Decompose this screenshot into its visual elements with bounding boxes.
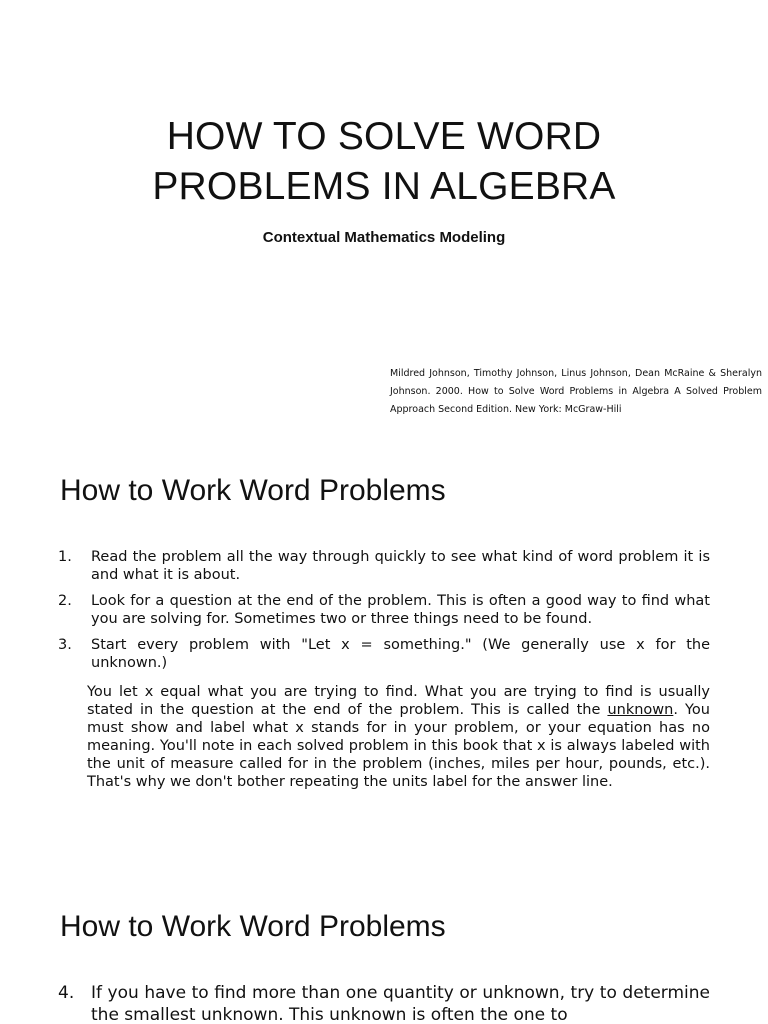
subtitle: Contextual Mathematics Modeling: [262, 229, 506, 246]
section-heading: How to Work Word Problems: [60, 910, 446, 943]
step-number: 4.: [58, 983, 75, 1003]
title-line-1: HOW TO SOLVE WORD: [166, 115, 602, 158]
steps-slide-1: [0, 440, 768, 880]
step-number: 1.: [58, 549, 72, 565]
steps-list: [58, 548, 710, 680]
list-item: [58, 636, 710, 672]
steps-list: [58, 982, 710, 1024]
main-title: [0, 112, 768, 212]
list-item: [58, 592, 710, 628]
step-text: Read the problem all the way through quickly to see what kind of word problem it is and what it is about.: [91, 549, 710, 583]
section-heading: How to Work Word Problems: [60, 474, 446, 507]
explanation-text-before: You let x equal what you are trying to find. What you are trying to find is usually stated in the question at the end of the problem. This is called the: [87, 684, 710, 718]
step-text: If you have to find more than one quantity or unknown, try to determine the smallest unknown. This unknown is often the one to: [91, 983, 710, 1024]
list-item: [58, 982, 710, 1024]
explanation-paragraph: [87, 683, 710, 791]
title-line-2: PROBLEMS IN ALGEBRA: [152, 165, 616, 208]
step-text: Look for a question at the end of the problem. This is often a good way to find what you are solving for. Sometimes two or three things need to be found.: [91, 593, 710, 627]
citation: Mildred Johnson, Timothy Johnson, Linus Johnson, Dean McRaine & Sheralyn Johnson. 2000. How to Solve Word Problems in Algebra A Solved Problem Approach Second Edition. New York: McGraw-Hili: [390, 368, 762, 415]
step-text: Start every problem with "Let x = something." (We generally use x for the unknown.): [91, 637, 710, 671]
unknown-term: unknown: [607, 702, 674, 718]
step-number: 3.: [58, 637, 72, 653]
title-slide: [0, 0, 768, 440]
step-number: 2.: [58, 593, 72, 609]
list-item: [58, 548, 710, 584]
steps-slide-2: [0, 880, 768, 1024]
explanation-text-after: . You must show and label what x stands for in your problem, or your equation has no meaning. You'll note in each solved problem in this book that x is always labeled with the unit of measure called for in the problem (inches, miles per hour, pounds, etc.). That's why we don't bother repeating the units label for the answer line.: [87, 702, 710, 790]
